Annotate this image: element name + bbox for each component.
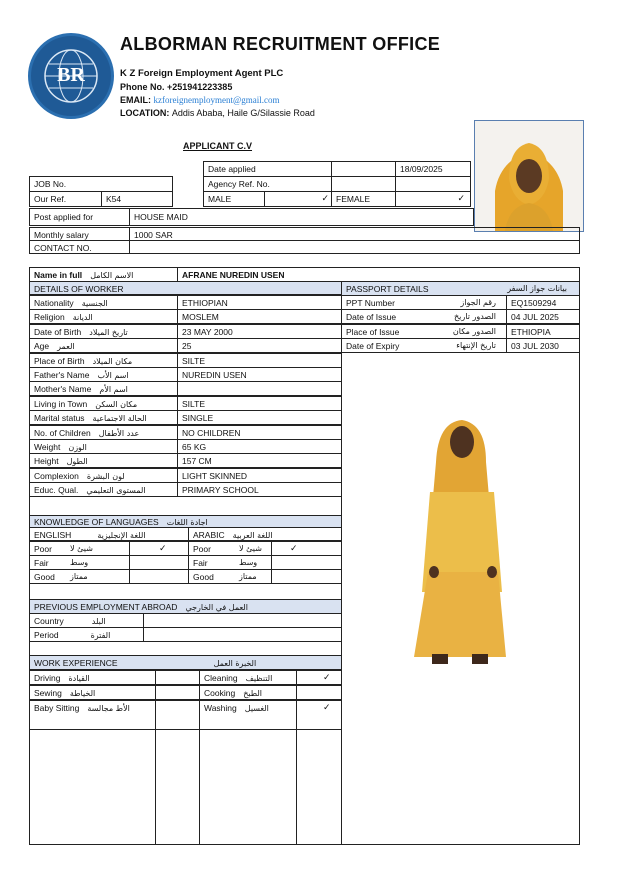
date-applied-label: Date applied (203, 161, 332, 177)
location-label: LOCATION: (120, 108, 170, 118)
level-label-ar: ممتاز (239, 572, 257, 581)
detail-label-ar: المستوى التعليمي (86, 486, 146, 496)
passport-label (341, 295, 507, 310)
detail-label-en: Age (34, 341, 50, 352)
level-label-ar: ممتاز (70, 572, 88, 581)
country-label-ar: البلد (91, 617, 106, 626)
passport-label-en: Date of Expiry (346, 341, 400, 352)
male-box[interactable] (264, 191, 332, 207)
date-applied-blank (331, 161, 396, 177)
passport-label-en: PPT Number (346, 298, 395, 308)
passport-value: ETHIOPIA (506, 324, 580, 339)
female-label: FEMALE (331, 191, 396, 207)
detail-label-ar: الوزن (68, 443, 87, 452)
country-value (143, 613, 342, 628)
english-level-box[interactable] (129, 541, 189, 556)
passport-label (341, 338, 507, 353)
detail-value: 25 (177, 338, 342, 353)
previous-header (29, 599, 342, 614)
detail-label-ar: عدد الأطفال (98, 428, 140, 438)
location-line (120, 108, 315, 118)
email-link[interactable]: kzforeignemployment@gmail.com (153, 95, 280, 105)
detail-label (29, 295, 178, 310)
passport-value: 03 JUL 2030 (506, 338, 580, 353)
contact-label: CONTACT NO. (29, 240, 130, 254)
experience-item (29, 685, 156, 700)
experience-item (199, 685, 297, 700)
detail-label (29, 396, 178, 411)
detail-label-en: Complexion (34, 470, 79, 481)
english-level (29, 555, 130, 570)
english-level (29, 569, 130, 584)
name-label-ar: الاسم الكامل (90, 271, 134, 280)
detail-label (29, 353, 178, 368)
male-label: MALE (203, 191, 265, 207)
detail-label-ar: الطول (66, 457, 88, 467)
level-label: Good (34, 572, 55, 582)
detail-label-ar: الديانة (72, 313, 93, 323)
detail-label-en: Place of Birth (34, 355, 85, 366)
email-line (120, 95, 280, 105)
detail-label-en: Marital status (34, 413, 85, 424)
arabic-level (188, 569, 272, 584)
check-icon: ✓ (159, 544, 167, 554)
detail-label-ar: الجنسية (81, 299, 108, 308)
experience-header (29, 655, 342, 670)
agency-ref-blank (331, 176, 396, 192)
detail-label (29, 338, 178, 353)
detail-value: NUREDIN USEN (177, 367, 342, 382)
languages-header-ar: اجادة اللغات (166, 518, 208, 527)
passport-header-en: PASSPORT DETAILS (346, 284, 429, 294)
detail-value: 157 CM (177, 453, 342, 468)
level-label-ar: وسط (239, 558, 258, 567)
detail-label (29, 324, 178, 339)
level-label: Poor (193, 544, 211, 554)
arabic-label: ARABIC (193, 530, 225, 540)
passport-label-en: Place of Issue (346, 326, 400, 337)
name-label (29, 267, 178, 282)
detail-label-ar: الحالة الاجتماعية (92, 414, 147, 424)
detail-value: 23 MAY 2000 (177, 324, 342, 339)
arabic-level-box[interactable] (271, 569, 342, 584)
job-no-label: JOB No. (29, 176, 173, 192)
arabic-level (188, 555, 272, 570)
languages-header-en: KNOWLEDGE OF LANGUAGES (34, 517, 159, 527)
country-label (29, 613, 144, 628)
english-level (29, 541, 130, 556)
period-label (29, 627, 144, 642)
agent-line: K Z Foreign Employment Agent PLC (120, 68, 284, 79)
experience-label: Sewing (34, 688, 62, 698)
level-label-ar: شيئ لا (239, 544, 262, 553)
name-value: AFRANE NUREDIN USEN (177, 267, 580, 282)
salary-value: 1000 SAR (129, 227, 580, 241)
previous-header-en: PREVIOUS EMPLOYMENT ABROAD (34, 602, 178, 612)
detail-label (29, 453, 178, 468)
experience-box[interactable] (296, 670, 342, 685)
check-icon: ✓ (323, 673, 331, 683)
detail-label-ar: اسم الأم (99, 385, 128, 395)
arabic-level-box[interactable] (271, 555, 342, 570)
detail-label-en: Nationality (34, 298, 74, 308)
phone: Phone No. +251941223385 (120, 82, 233, 92)
arabic-level-box[interactable] (271, 541, 342, 556)
passport-value: EQ1509294 (506, 295, 580, 310)
check-icon: ✓ (323, 703, 331, 713)
detail-value: NO CHILDREN (177, 425, 342, 440)
passport-label-ar: الصدور مكان (452, 326, 496, 336)
experience-item (199, 670, 297, 685)
detail-label-en: Height (34, 456, 59, 467)
detail-value: 65 KG (177, 439, 342, 454)
previous-header-ar: العمل في الخارجي (185, 603, 248, 612)
level-label-ar: شيئ لا (70, 544, 93, 553)
experience-label-ar: الطبخ (243, 689, 262, 698)
experience-label-ar: التنظيف (245, 674, 273, 683)
experience-label-ar: الخياطة (69, 689, 96, 698)
english-label: ENGLISH (34, 530, 72, 540)
post-value: HOUSE MAID (129, 208, 474, 226)
detail-value: PRIMARY SCHOOL (177, 482, 342, 497)
details-header: DETAILS OF WORKER (29, 281, 342, 295)
country-label-en: Country (34, 616, 64, 626)
level-label-ar: وسط (70, 558, 89, 567)
detail-label (29, 309, 178, 324)
passport-label-ar: تاريخ الإنتهاء (456, 341, 496, 351)
experience-label: Baby Sitting (34, 703, 80, 713)
post-label: Post applied for (29, 208, 130, 226)
passport-header (341, 281, 580, 296)
passport-label (341, 324, 507, 339)
detail-label (29, 425, 178, 440)
name-label-en: Name in full (34, 270, 83, 280)
english-header (29, 527, 189, 541)
experience-item (29, 670, 156, 685)
detail-label (29, 482, 178, 497)
applicant-headshot (474, 120, 584, 232)
level-label: Poor (34, 544, 52, 554)
applicant-full-photo (406, 392, 514, 672)
period-label-en: Period (34, 630, 59, 640)
exp-divider-2 (199, 714, 200, 845)
location-value: Addis Ababa, Haile G/Silassie Road (171, 108, 315, 118)
experience-box[interactable] (155, 670, 200, 685)
detail-value: SILTE (177, 353, 342, 368)
experience-label-ar: الغسيل (244, 704, 269, 713)
period-value (143, 627, 342, 642)
level-label: Fair (34, 558, 49, 568)
experience-label-ar: القيادة (68, 674, 90, 683)
experience-label-ar: الأط مجالسة (87, 704, 130, 713)
detail-label-en: No. of Children (34, 427, 91, 438)
passport-value: 04 JUL 2025 (506, 309, 580, 324)
our-ref-value: K54 (101, 191, 173, 207)
experience-box[interactable] (296, 685, 342, 700)
detail-label (29, 410, 178, 425)
detail-value: LIGHT SKINNED (177, 468, 342, 483)
email-label: EMAIL: (120, 95, 151, 105)
detail-value: SILTE (177, 396, 342, 411)
agency-ref-label: Agency Ref. No. (203, 176, 332, 192)
passport-label (341, 309, 507, 324)
company-logo (28, 33, 114, 119)
detail-value: MOSLEM (177, 309, 342, 324)
detail-label-en: Date of Birth (34, 326, 82, 337)
english-level-box[interactable] (129, 569, 189, 584)
experience-label: Cooking (204, 688, 236, 698)
contact-value (129, 240, 580, 254)
arabic-level (188, 541, 272, 556)
date-applied-value: 18/09/2025 (395, 161, 471, 177)
logo-letters: BR (57, 64, 85, 86)
english-level-box[interactable] (129, 555, 189, 570)
detail-label-ar: تاريخ الميلاد (89, 327, 128, 337)
female-box[interactable] (395, 191, 471, 207)
detail-label-en: Educ. Qual. (34, 485, 79, 496)
detail-label (29, 439, 178, 454)
our-ref-label: Our Ref. (29, 191, 102, 207)
check-icon: ✓ (290, 544, 298, 554)
detail-label-ar: مكان السكن (95, 399, 138, 409)
experience-label: Driving (34, 673, 61, 683)
experience-header-en: WORK EXPERIENCE (34, 658, 118, 668)
period-label-ar: الفترة (90, 631, 111, 640)
detail-label-ar: مكان الميلاد (92, 356, 133, 366)
detail-label-ar: العمر (57, 342, 75, 352)
salary-label: Monthly salary (29, 227, 130, 241)
experience-label: Washing (204, 703, 237, 713)
detail-label-en: Father's Name (34, 370, 90, 380)
detail-value: SINGLE (177, 410, 342, 425)
office-name: ALBORMAN RECRUITMENT OFFICE (120, 34, 441, 54)
passport-label-ar: رقم الجواز (460, 298, 496, 307)
female-check-icon: ✓ (457, 194, 465, 204)
arabic-label-ar: اللغة العربية (232, 531, 273, 540)
exp-divider-1 (155, 714, 156, 845)
experience-box[interactable] (155, 685, 200, 700)
level-label: Good (193, 572, 214, 582)
detail-label-ar: اسم الأب (97, 371, 129, 380)
detail-label (29, 367, 178, 382)
detail-value (177, 381, 342, 396)
detail-label (29, 381, 178, 396)
detail-label-en: Religion (34, 312, 65, 323)
doc-title: APPLICANT C.V (183, 141, 253, 151)
male-check-icon: ✓ (321, 194, 329, 204)
passport-header-ar: بيانات جواز السفر (507, 284, 567, 293)
exp-divider-3 (296, 714, 297, 845)
arabic-header (188, 527, 342, 541)
detail-label-en: Living in Town (34, 398, 88, 409)
english-label-ar: اللغة الإنجليزية (97, 531, 146, 540)
detail-label-en: Mother's Name (34, 384, 92, 395)
detail-label-en: Weight (34, 442, 61, 452)
passport-label-ar: الصدور تاريخ (454, 312, 496, 322)
detail-label-ar: لون البشرة (86, 471, 125, 481)
detail-value: ETHIOPIAN (177, 295, 342, 310)
passport-label-en: Date of Issue (346, 312, 397, 323)
experience-header-ar: الخبرة العمل (213, 659, 257, 668)
detail-label (29, 468, 178, 483)
agency-ref-blank-2 (395, 176, 471, 192)
experience-label: Cleaning (204, 673, 238, 683)
level-label: Fair (193, 558, 208, 568)
